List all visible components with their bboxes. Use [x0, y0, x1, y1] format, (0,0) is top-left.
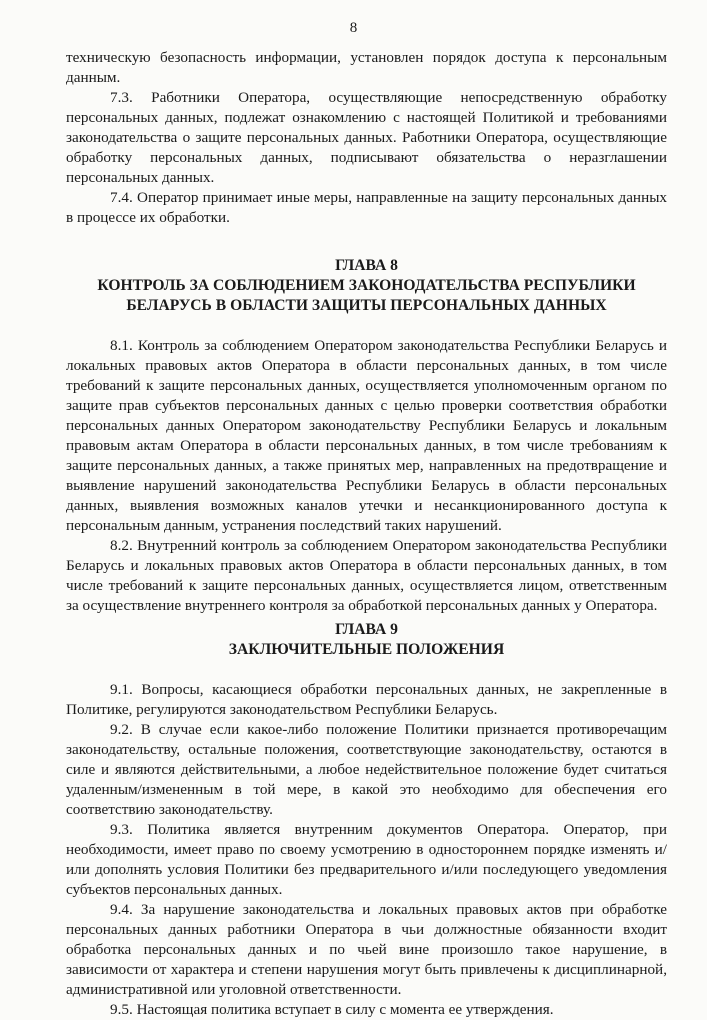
paragraph-9-4: 9.4. За нарушение законодательства и локальных правовых актов при обработке персональных данных работники Оператора в чьи должностные обязанности входит обработка персональных данных и по чьей вине произошло такое нарушение, в зависимости от характера и степени нарушения могут быть привлечены к дисциплинарной, административной или уголовной ответственности.: [66, 901, 667, 998]
paragraph-continuation: техническую безопасность информации, установлен порядок доступа к персональным данным.: [66, 49, 667, 86]
page-number: 8: [349, 20, 358, 36]
paragraph-7-3: 7.3. Работники Оператора, осуществляющие непосредственную обработку персональных данных, подлежат ознакомлению с настоящей Политикой и требованиями законодательства о защите персональных данных. Работники Оператора, осуществляющие обработку персональных данных, подписывают обязательства о неразглашении персональных данных.: [66, 89, 667, 186]
chapter-9-number: ГЛАВА 9: [335, 621, 398, 638]
paragraph-9-2: 9.2. В случае если какое-либо положение Политики признается противоречащим законодательству, остальные положения, соответствующие законодательству, остаются в силе и являются действительными, а любое недействительное положение будет считаться удаленным/измененным в той мере, в какой это необходимо для обеспечения его соответствию законодательству.: [66, 721, 667, 818]
chapter-8-number: ГЛАВА 8: [335, 257, 398, 274]
paragraph-9-5: 9.5. Настоящая политика вступает в силу с момента ее утверждения.: [110, 1001, 554, 1018]
paragraph-8-1: 8.1. Контроль за соблюдением Оператором законодательства Республики Беларусь и локальных правовых актов Оператора в области персональных данных, в том числе требований к защите персональных данных, осуществляется уполномоченным органом по защите прав субъектов персональных данных с целью проверки соответствия обработки персональных данных Оператором законодательству Республики Беларусь и локальным правовым актам Оператора в области персональных данных, в том числе требованиям к защите персональных данных, а также принятых мер, направленных на предотвращение и выявление нарушений законодательства Республики Беларусь в области персональных данных, выявления возможных каналов утечки и несанкционированного доступа к персональным данным, устранения последствий таких нарушений.: [66, 337, 667, 534]
chapter-8-title-line-2: БЕЛАРУСЬ В ОБЛАСТИ ЗАЩИТЫ ПЕРСОНАЛЬНЫХ ДАННЫХ: [126, 297, 607, 314]
chapter-8-heading: [66, 256, 667, 316]
paragraph-9-1: 9.1. Вопросы, касающиеся обработки персональных данных, не закрепленные в Политике, регулируются законодательством Республики Беларусь.: [66, 681, 667, 718]
paragraph-9-3: 9.3. Политика является внутренним документов Оператора. Оператор, при необходимости, имеет право по своему усмотрению в одностороннем порядке изменять и/или дополнять условия Политики без предварительного и/или последующего уведомления субъектов персональных данных.: [66, 821, 667, 898]
chapter-9-heading: [66, 620, 667, 660]
paragraph-7-4: 7.4. Оператор принимает иные меры, направленные на защиту персональных данных в процессе их обработки.: [66, 189, 667, 226]
chapter-8-title-line-1: КОНТРОЛЬ ЗА СОБЛЮДЕНИЕМ ЗАКОНОДАТЕЛЬСТВА РЕСПУБЛИКИ: [97, 277, 636, 294]
paragraph-8-2: 8.2. Внутренний контроль за соблюдением Оператором законодательства Республики Беларусь и локальных правовых актов Оператора в области персональных данных, в том числе требований к защите персональных данных, осуществляется лицом, ответственным за осуществление внутреннего контроля за обработкой персональных данных у Оператора.: [66, 537, 667, 614]
chapter-9-title: ЗАКЛЮЧИТЕЛЬНЫЕ ПОЛОЖЕНИЯ: [228, 641, 505, 658]
